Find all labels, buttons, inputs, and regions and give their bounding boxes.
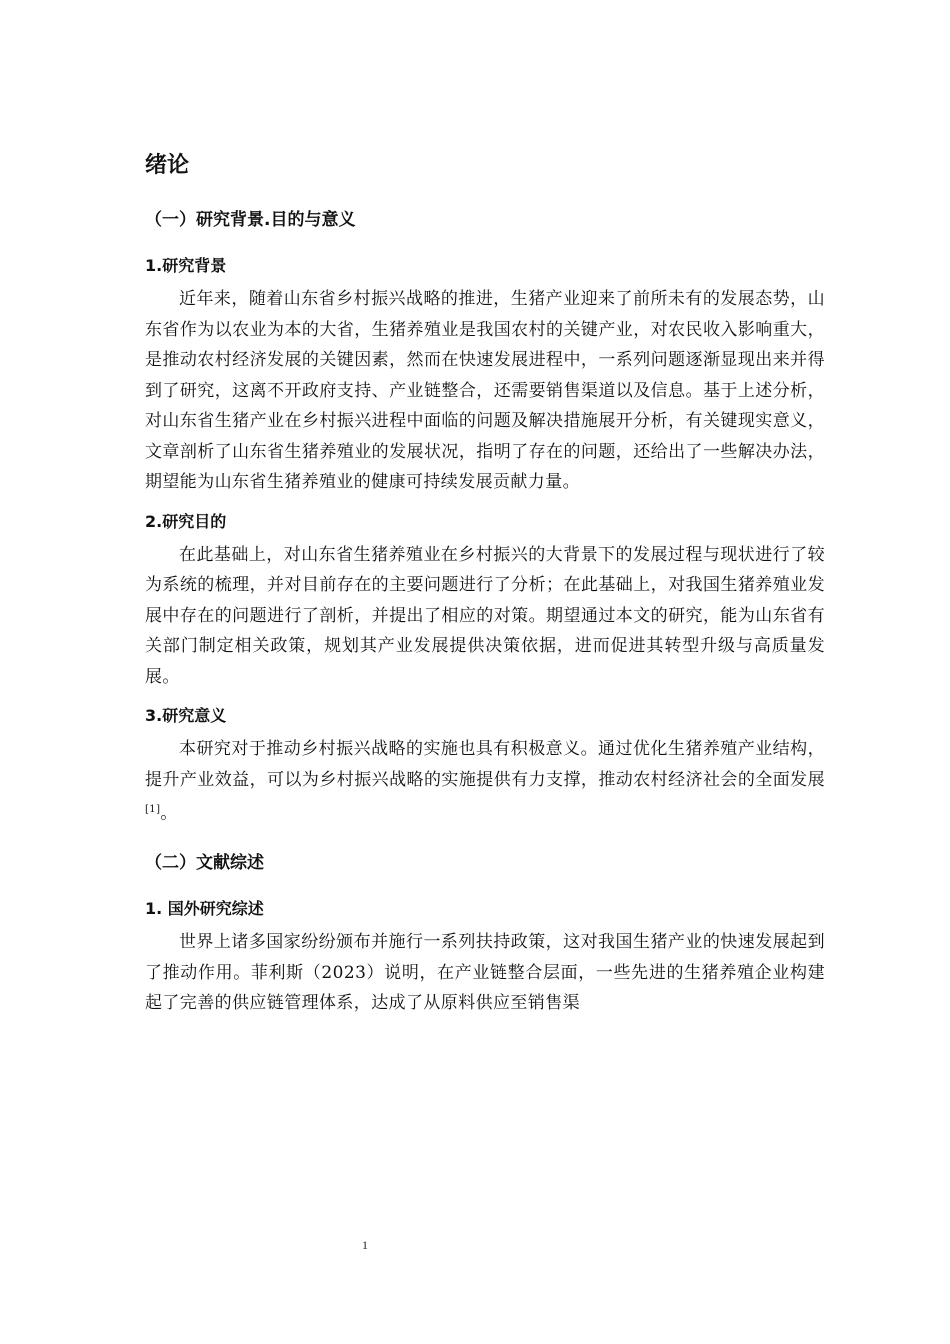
- paragraph-significance-tail: 。: [160, 803, 178, 824]
- document-body: [145, 150, 825, 1031]
- subsection-heading-foreign-research: 1. 国外研究综述: [145, 899, 264, 919]
- citation-ref: [1]: [145, 804, 161, 815]
- paragraph-foreign-research: 世界上诸多国家纷纷颁布并施行一系列扶持政策，这对我国生猪产业的快速发展起到了推动作用。菲利斯（2023）说明，在产业链整合层面，一些先进的生猪养殖企业构建起了完善的供应链管理体系，达成了从原料供应至销售渠: [145, 932, 825, 1014]
- section-heading-literature: （二）文献综述: [145, 853, 264, 874]
- page-footer: [0, 1238, 950, 1253]
- paragraph-background: 近年来，随着山东省乡村振兴战略的推进，生猪产业迎来了前所未有的发展态势，山东省作为以农业为本的大省，生猪养殖业是我国农村的关键产业，对农民收入影响重大，是推动农村经济发展的关键因素，然而在快速发展进程中，一系列问题逐渐显现出来并得到了研究，这离不开政府支持、产业链整合，还需要销售渠道以及信息。基于上述分析，对山东省生猪产业在乡村振兴进程中面临的问题及解决措施展开分析，有关键现实意义，文章剖析了山东省生猪养殖业的发展状况，指明了存在的问题，还给出了一些解决办法，期望能为山东省生猪养殖业的健康可持续发展贡献力量。: [145, 289, 825, 492]
- subsection-heading-significance: 3.研究意义: [145, 706, 227, 725]
- chapter-title: 绪论: [145, 153, 190, 178]
- section-heading-background: （一）研究背景.目的与意义: [145, 210, 356, 230]
- paragraph-significance: [145, 734, 825, 829]
- subsection-heading-background: 1.研究背景: [145, 256, 227, 275]
- paragraph-purpose: 在此基础上，对山东省生猪养殖业在乡村振兴的大背景下的发展过程与现状进行了较为系统的梳理，并对目前存在的主要问题进行了分析；在此基础上，对我国生猪养殖业发展中存在的问题进行了剖析，并提出了相应的对策。期望通过本文的研究，能为山东省有关部门制定相关政策，规划其产业发展提供决策依据，进而促进其转型升级与高质量发展。: [145, 544, 825, 687]
- subsection-heading-purpose: 2.研究目的: [145, 511, 227, 531]
- page-number: 1: [362, 1238, 368, 1252]
- paragraph-significance-text: 本研究对于推动乡村振兴战略的实施也具有积极意义。通过优化生猪养殖产业结构，提升产业效益，可以为乡村振兴战略的实施提供有力支撑，推动农村经济社会的全面发展: [145, 739, 825, 790]
